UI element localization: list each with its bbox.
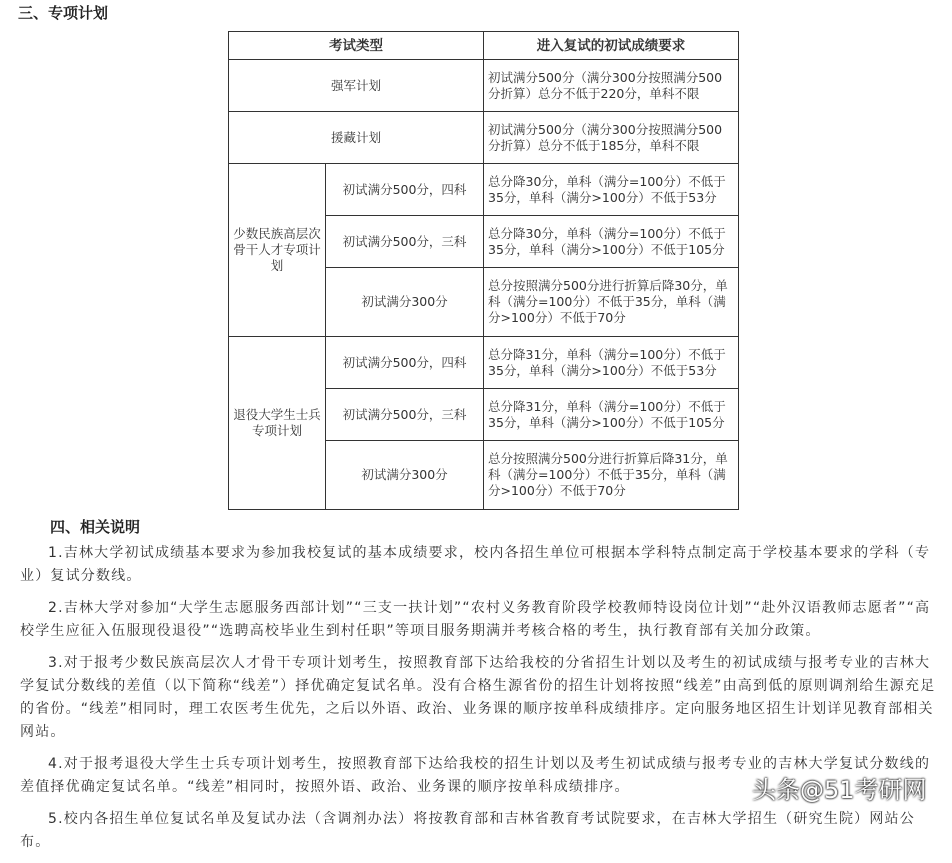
row-type: 强军计划 <box>229 60 484 112</box>
sub-type: 初试满分300分 <box>326 441 484 510</box>
sub-type: 初试满分300分 <box>326 268 484 337</box>
row-requirement: 初试满分500分（满分300分按照满分500分折算）总分不低于220分，单科不限 <box>484 60 739 112</box>
header-exam-type: 考试类型 <box>229 32 484 60</box>
note-item: 1.吉林大学初试成绩基本要求为参加我校复试的基本成绩要求，校内各招生单位可根据本学科特点制定高于学校基本要求的学科（专业）复试分数线。 <box>20 545 931 584</box>
notes-list <box>20 542 945 863</box>
row-requirement: 总分降31分，单科（满分=100分）不低于35分，单科（满分>100分）不低于105分 <box>484 389 739 441</box>
row-requirement: 初试满分500分（满分300分按照满分500分折算）总分不低于185分，单科不限 <box>484 112 739 164</box>
note-item: 4.对于报考退役大学生士兵专项计划考生，按照教育部下达给我校的招生计划以及考生初试成绩与报考专业的吉林大学复试分数线的差值择优确定复试名单。“线差”相同时，按照外语、政治、业务课的顺序按单科成绩排序。 <box>20 756 931 795</box>
watermark: 头条@51考研网 <box>752 776 927 804</box>
row-type: 援藏计划 <box>229 112 484 164</box>
row-requirement: 总分降31分，单科（满分=100分）不低于35分，单科（满分>100分）不低于53分 <box>484 337 739 389</box>
header-requirement: 进入复试的初试成绩要求 <box>484 32 739 60</box>
row-type: 少数民族高层次骨干人才专项计划 <box>229 164 326 337</box>
note-item: 5.校内各招生单位复试名单及复试办法（含调剂办法）将按教育部和吉林省教育考试院要求，在吉林大学招生（研究生院）网站公布。 <box>20 811 915 850</box>
table-row <box>229 60 739 112</box>
row-requirement: 总分按照满分500分进行折算后降30分，单科（满分=100分）不低于35分，单科（满分>100分）不低于70分 <box>484 268 739 337</box>
table-row <box>229 164 739 216</box>
table-row <box>229 112 739 164</box>
row-requirement: 总分按照满分500分进行折算后降31分，单科（满分=100分）不低于35分，单科（满分>100分）不低于70分 <box>484 441 739 510</box>
table-row <box>229 337 739 389</box>
sub-type: 初试满分500分，三科 <box>326 389 484 441</box>
special-plan-table <box>228 31 739 510</box>
row-requirement: 总分降30分，单科（满分=100分）不低于35分，单科（满分>100分）不低于105分 <box>484 216 739 268</box>
sub-type: 初试满分500分，四科 <box>326 164 484 216</box>
sub-type: 初试满分500分，三科 <box>326 216 484 268</box>
section-3-title: 三、专项计划 <box>18 4 109 22</box>
table-header-row <box>229 32 739 60</box>
note-item: 2.吉林大学对参加“大学生志愿服务西部计划”“三支一扶计划”“农村义务教育阶段学校教师特设岗位计划”“赴外汉语教师志愿者”“高校学生应征入伍服现役退役”“选聘高校毕业生到村任职”等项目服务期满并考核合格的考生，执行教育部有关加分政策。 <box>20 600 931 639</box>
sub-type: 初试满分500分，四科 <box>326 337 484 389</box>
section-4-title: 四、相关说明 <box>50 518 141 536</box>
note-item: 3.对于报考少数民族高层次人才骨干专项计划考生，按照教育部下达给我校的分省招生计划以及考生的初试成绩与报考专业的吉林大学复试分数线的差值（以下简称“线差”）择优确定复试名单。没有合格生源省份的招生计划将按照“线差”由高到低的原则调剂给生源充足的省份。“线差”相同时，理工农医考生优先，之后以外语、政治、业务课的顺序按单科成绩排序。定向服务地区招生计划详见教育部相关网站。 <box>20 655 936 740</box>
row-type: 退役大学生士兵专项计划 <box>229 337 326 510</box>
row-requirement: 总分降30分，单科（满分=100分）不低于35分，单科（满分>100分）不低于53分 <box>484 164 739 216</box>
